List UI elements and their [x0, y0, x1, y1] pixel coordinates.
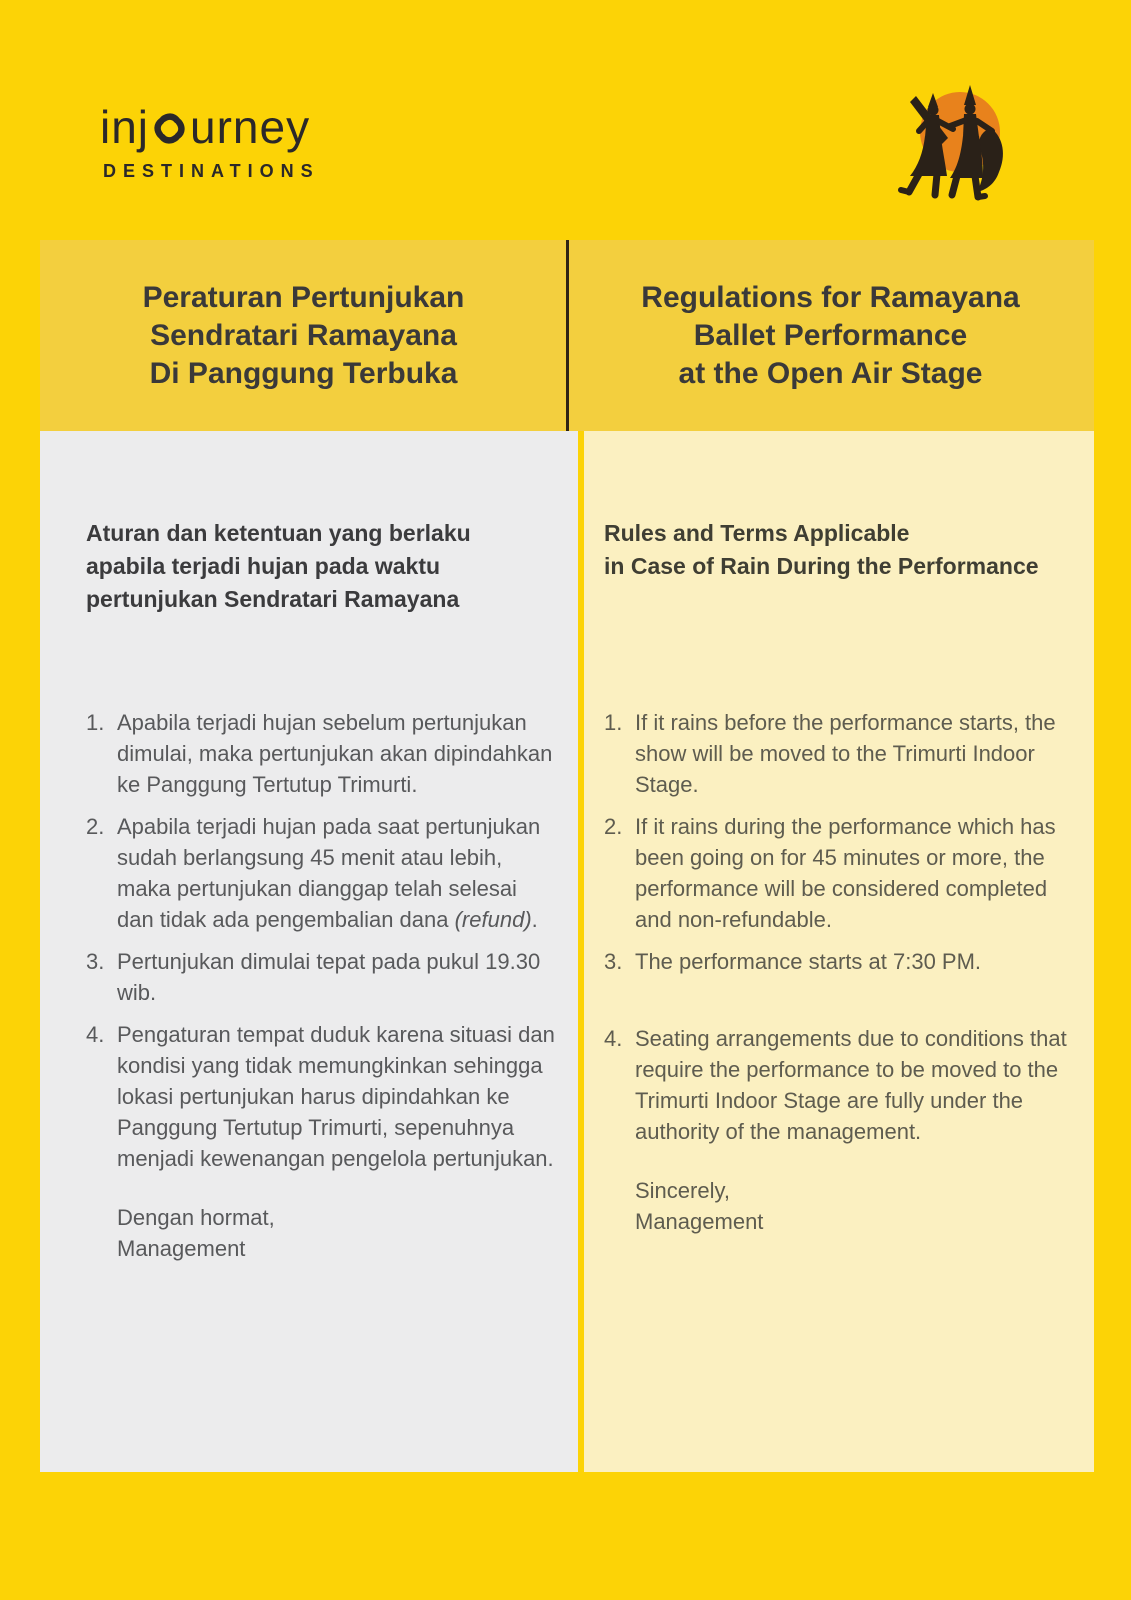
brand-suffix: urney — [190, 101, 311, 153]
heading-en-line: Rules and Terms Applicable — [604, 520, 910, 546]
rule-text: Pertunjukan dimulai tepat pada pukul 19.30 wib. — [117, 949, 541, 1005]
rule-item — [604, 811, 1070, 935]
rule-text: Pengaturan tempat duduk karena situasi dan kondisi yang tidak memungkinkan sehingga lokasi pertunjukan harus dipindahkan ke Panggung Tertutup Trimurti, sepenuhnya menjadi kewenangan pengelola pertunjukan. — [117, 1022, 555, 1171]
refund-italic: (refund) — [454, 907, 532, 932]
closing-indonesian — [86, 1202, 556, 1264]
rule-text: If it rains during the performance which has been going on for 45 minutes or more, the performance will be considered completed and non-refundable. — [635, 814, 1056, 932]
rule-number: 3. — [86, 949, 105, 974]
closing-salutation: Dengan hormat, — [117, 1205, 275, 1230]
rule-number: 2. — [604, 814, 623, 839]
rule-list-indonesian — [86, 707, 556, 1174]
rule-item — [86, 811, 556, 935]
rule-item — [604, 707, 1070, 800]
brand-prefix: inj — [100, 101, 150, 153]
injourney-knot-icon — [151, 110, 188, 147]
divider-line — [566, 240, 569, 431]
panel-indonesian — [40, 431, 578, 1472]
rule-item — [86, 707, 556, 800]
closing-signature: Management — [635, 1209, 764, 1234]
rule-item — [86, 1019, 556, 1174]
closing-signature: Management — [117, 1236, 246, 1261]
rule-number: 4. — [604, 1026, 623, 1051]
injourney-logo — [100, 101, 320, 182]
title-id-line: Peraturan Pertunjukan — [142, 280, 465, 314]
rule-text: If it rains before the performance starts, the show will be moved to the Trimurti Indoor Stage. — [635, 710, 1056, 797]
title-en-line: at the Open Air Stage — [678, 356, 983, 390]
ramayana-dancers-icon — [888, 78, 1018, 223]
rule-item — [604, 1023, 1070, 1147]
rule-text: Apabila terjadi hujan sebelum pertunjukan dimulai, maka pertunjukan akan dipindahkan ke Panggung Tertutup Trimurti. — [117, 710, 553, 797]
rule-item — [604, 946, 1070, 977]
title-indonesian — [40, 240, 567, 431]
rule-text: Seating arrangements due to conditions that require the performance to be moved to the Trimurti Indoor Stage are fully under the authority of the management. — [635, 1026, 1067, 1144]
panel-english — [584, 431, 1094, 1472]
title-en-line: Ballet Performance — [693, 318, 968, 352]
injourney-wordmark — [100, 101, 320, 153]
brand-subtitle: DESTINATIONS — [103, 161, 320, 181]
title-id-line: Di Panggung Terbuka — [149, 356, 458, 390]
title-id-line: Sendratari Ramayana — [150, 318, 457, 352]
title-english — [567, 240, 1094, 431]
rule-text: Apabila terjadi hujan pada saat pertunjukan sudah berlangsung 45 menit atau lebih, maka pertunjukan dianggap telah selesai dan tidak ada pengembalian dana (refund). — [117, 814, 541, 932]
rule-number: 1. — [86, 710, 105, 735]
title-band — [40, 240, 1094, 431]
rule-list-english — [604, 707, 1070, 1147]
title-en-line: Regulations for Ramayana — [641, 280, 1020, 314]
heading-id-line: apabila terjadi hujan pada waktu — [86, 553, 441, 579]
rule-number: 2. — [86, 814, 105, 839]
closing-english — [604, 1175, 1070, 1237]
heading-id-line: Aturan dan ketentuan yang berlaku — [86, 520, 471, 546]
rule-text: The performance starts at 7:30 PM. — [635, 949, 982, 974]
body-panels — [40, 431, 1094, 1472]
closing-salutation: Sincerely, — [635, 1178, 730, 1203]
rule-item — [86, 946, 556, 1008]
heading-en-line: in Case of Rain During the Performance — [604, 553, 1039, 579]
rule-number: 4. — [86, 1022, 105, 1047]
heading-indonesian — [86, 517, 556, 707]
heading-english — [604, 517, 1070, 707]
rule-number: 1. — [604, 710, 623, 735]
heading-id-line: pertunjukan Sendratari Ramayana — [86, 586, 460, 612]
rule-number: 3. — [604, 949, 623, 974]
